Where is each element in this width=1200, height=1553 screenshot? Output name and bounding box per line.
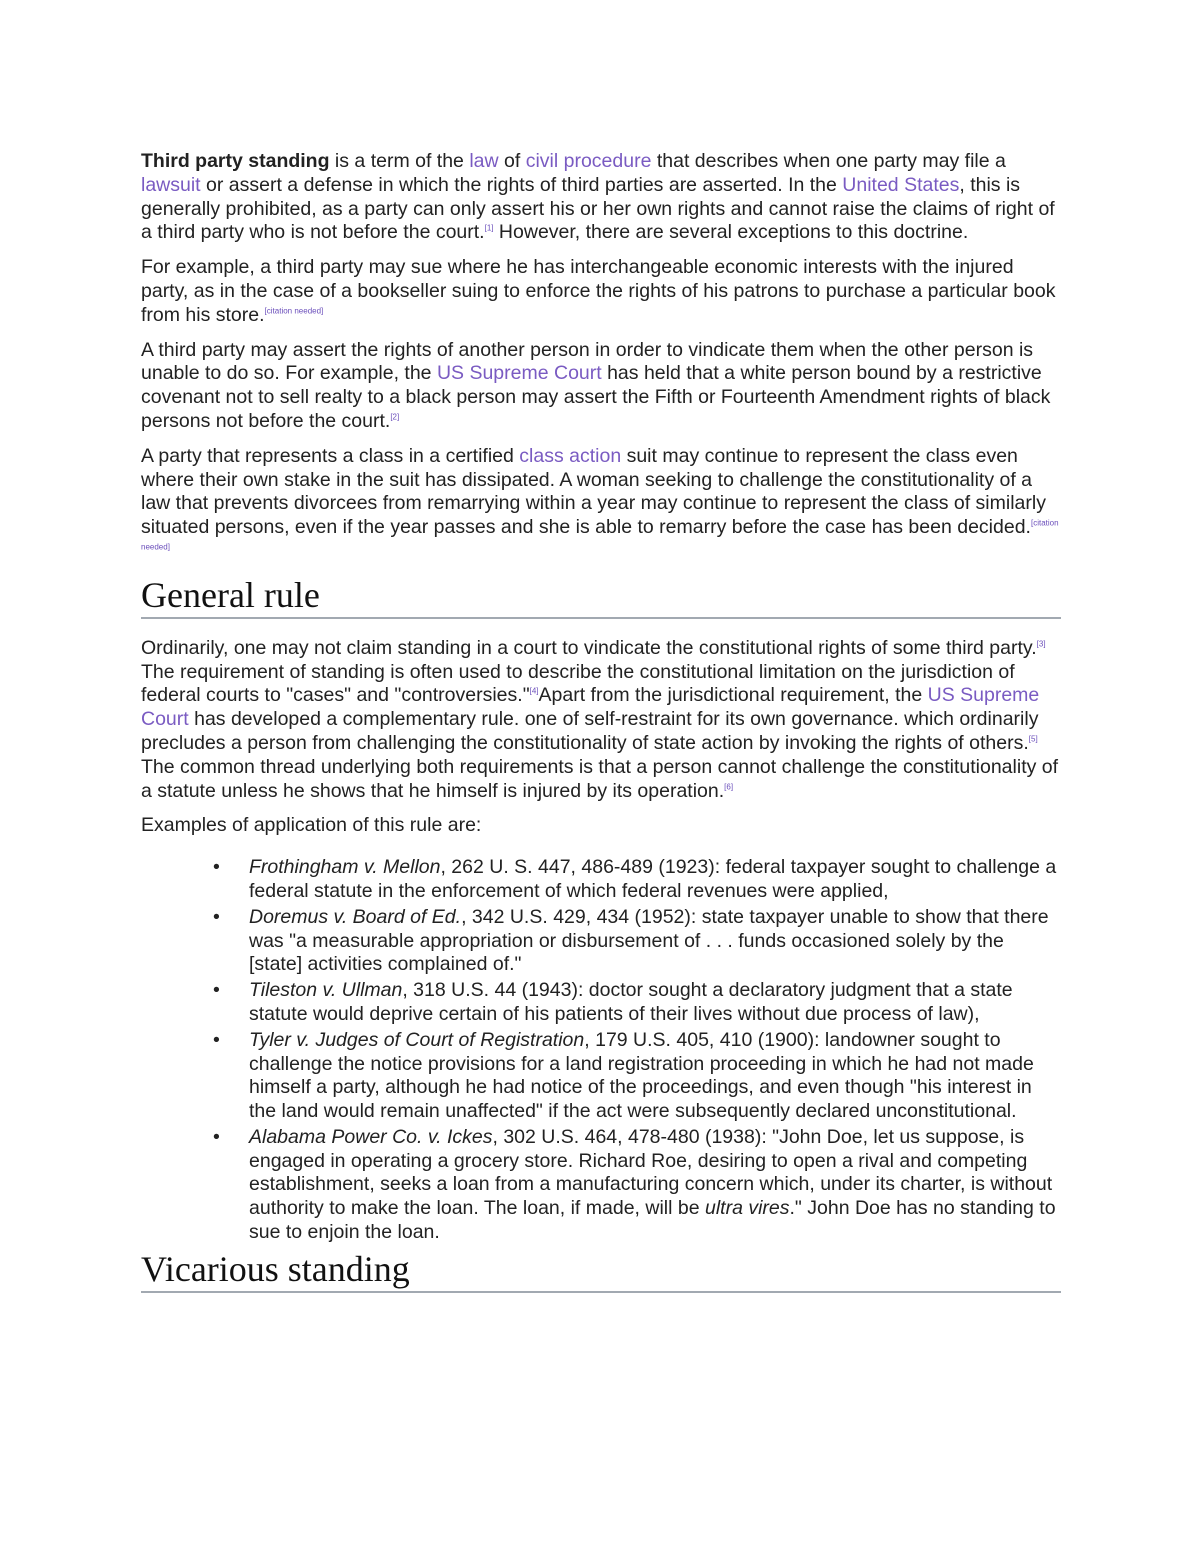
case-name: Doremus v. Board of Ed. bbox=[249, 905, 462, 928]
term-ultra-vires: ultra vires bbox=[704, 1197, 790, 1220]
reference-4[interactable]: [4] bbox=[529, 686, 539, 696]
reference-1[interactable]: [1] bbox=[484, 223, 494, 233]
list-item: • Frothingham v. Mellon, 262 U. S. 447, 486-489 (1923): federal taxpayer sought to challenge a federal statute in the enforcement of which federal revenues were applied, bbox=[213, 856, 1057, 902]
intro-paragraph-2: For example, a third party may sue where he has interchangeable economic interests with the injured party, as in the case of a bookseller suing to enforce the rights of his patrons to purchase a particular book from his store.[citation needed] bbox=[141, 256, 1056, 326]
reference-2[interactable]: [2] bbox=[390, 412, 400, 422]
intro-paragraph-3: A third party may assert the rights of another person in order to vindicate them when the other person is unable to do so. For example, the US Supreme Court has held that a white person bound by a restrictive covenant not to sell realty to a black person may assert the Fifth or Fourteenth Amendment rights of black persons not before the court.[2] bbox=[141, 338, 1051, 432]
link-law[interactable]: law bbox=[469, 150, 499, 172]
general-rule-paragraph: Ordinarily, one may not claim standing in a court to vindicate the constitutional rights of some third party.[3] The requirement of standing is often used to describe the constitutional limitation on the jurisdiction of federal courts to "cases" and "controversies."[4]Apart from the jurisdictional requirement, the US Supreme Court has developed a complementary rule. one of self-restraint for its own governance. which ordinarily precludes a person from challenging the constitutionality of state action by invoking the rights of others.[5] The common thread underlying both requirements is that a person cannot challenge the constitutionality of a statute unless he shows that he himself is injured by its operation.[6] bbox=[141, 636, 1059, 802]
reference-5[interactable]: [5] bbox=[1028, 734, 1038, 744]
link-lawsuit[interactable]: lawsuit bbox=[141, 173, 201, 196]
case-name: Frothingham v. Mellon bbox=[249, 856, 441, 879]
examples-intro: Examples of application of this rule are: bbox=[141, 814, 482, 837]
bullet-icon: • bbox=[213, 979, 220, 1002]
section-heading-vicarious-standing: Vicarious standing bbox=[141, 1249, 1061, 1293]
case-name: Alabama Power Co. v. Ickes bbox=[249, 1125, 493, 1148]
intro-paragraph-4: A party that represents a class in a certified class action suit may continue to represent the class even where their own stake in the suit has dissipated. A woman seeking to challenge the constitutionality of a law that prevents divorcees from remarrying within a year may continue to represent the class of similarly situated persons, even if the year passes and she is able to remarry before the case has been decided.[citation needed] bbox=[141, 444, 1059, 552]
link-united-states[interactable]: United States bbox=[842, 173, 960, 196]
citation-needed[interactable]: [citation needed] bbox=[264, 306, 324, 316]
section-heading-general-rule: General rule bbox=[141, 575, 1061, 619]
list-item: • Alabama Power Co. v. Ickes, 302 U.S. 464, 478-480 (1938): "John Doe, let us suppose, is engaged in operating a grocery store. Richard Roe, desiring to open a rival and competing establishment, seeks a loan from a manufacturing concern which, under its charter, is without authority to make the loan. The loan, if made, will be ultra vires." John Doe has no standing to sue to enjoin the loan. bbox=[213, 1125, 1056, 1244]
bullet-icon: • bbox=[213, 856, 220, 879]
case-name: Tyler v. Judges of Court of Registration bbox=[249, 1028, 585, 1051]
link-us-supreme-court[interactable]: US Supreme Court bbox=[436, 362, 602, 385]
link-class-action[interactable]: class action bbox=[519, 444, 622, 467]
intro-paragraph-1: Third party standing is a term of the law of civil procedure that describes when one party may file a lawsuit or assert a defense in which the rights of third parties are asserted. In the United States, this is generally prohibited, as a party can only assert his or her own rights and cannot raise the claims of right of a third party who is not before the court.[1] However, there are several exceptions to this doctrine. bbox=[141, 150, 1055, 244]
bullet-icon: • bbox=[213, 1125, 220, 1148]
citation-needed[interactable]: [citation needed] bbox=[141, 518, 1059, 552]
link-civil-procedure[interactable]: civil procedure bbox=[525, 150, 652, 172]
term-third-party-standing: Third party standing bbox=[141, 150, 330, 172]
reference-6[interactable]: [6] bbox=[724, 782, 734, 792]
bullet-icon: • bbox=[213, 1028, 220, 1051]
list-item: • Tileston v. Ullman, 318 U.S. 44 (1943): doctor sought a declaratory judgment that a state statute would deprive certain of his patients of their lives without due process of law), bbox=[213, 979, 1013, 1025]
link-us-supreme-court[interactable]: US Supreme Court bbox=[141, 684, 1040, 731]
reference-3[interactable]: [3] bbox=[1036, 639, 1046, 649]
list-item: • Doremus v. Board of Ed., 342 U.S. 429, 434 (1952): state taxpayer unable to show that there was "a measurable appropriation or disbursement of . . . funds occasioned solely by the [state] activities complained of." bbox=[213, 905, 1049, 976]
case-name: Tileston v. Ullman bbox=[249, 979, 403, 1002]
examples-list bbox=[141, 856, 1061, 1245]
document-page bbox=[141, 150, 1061, 1311]
bullet-icon: • bbox=[213, 905, 220, 928]
list-item: • Tyler v. Judges of Court of Registration, 179 U.S. 405, 410 (1900): landowner sought to challenge the notice provisions for a land registration proceeding in which he had not made himself a party, although he had notice of the proceedings, and even though "his interest in the land would remain unaffected" if the act were subsequently declared unconstitutional. bbox=[213, 1028, 1034, 1123]
